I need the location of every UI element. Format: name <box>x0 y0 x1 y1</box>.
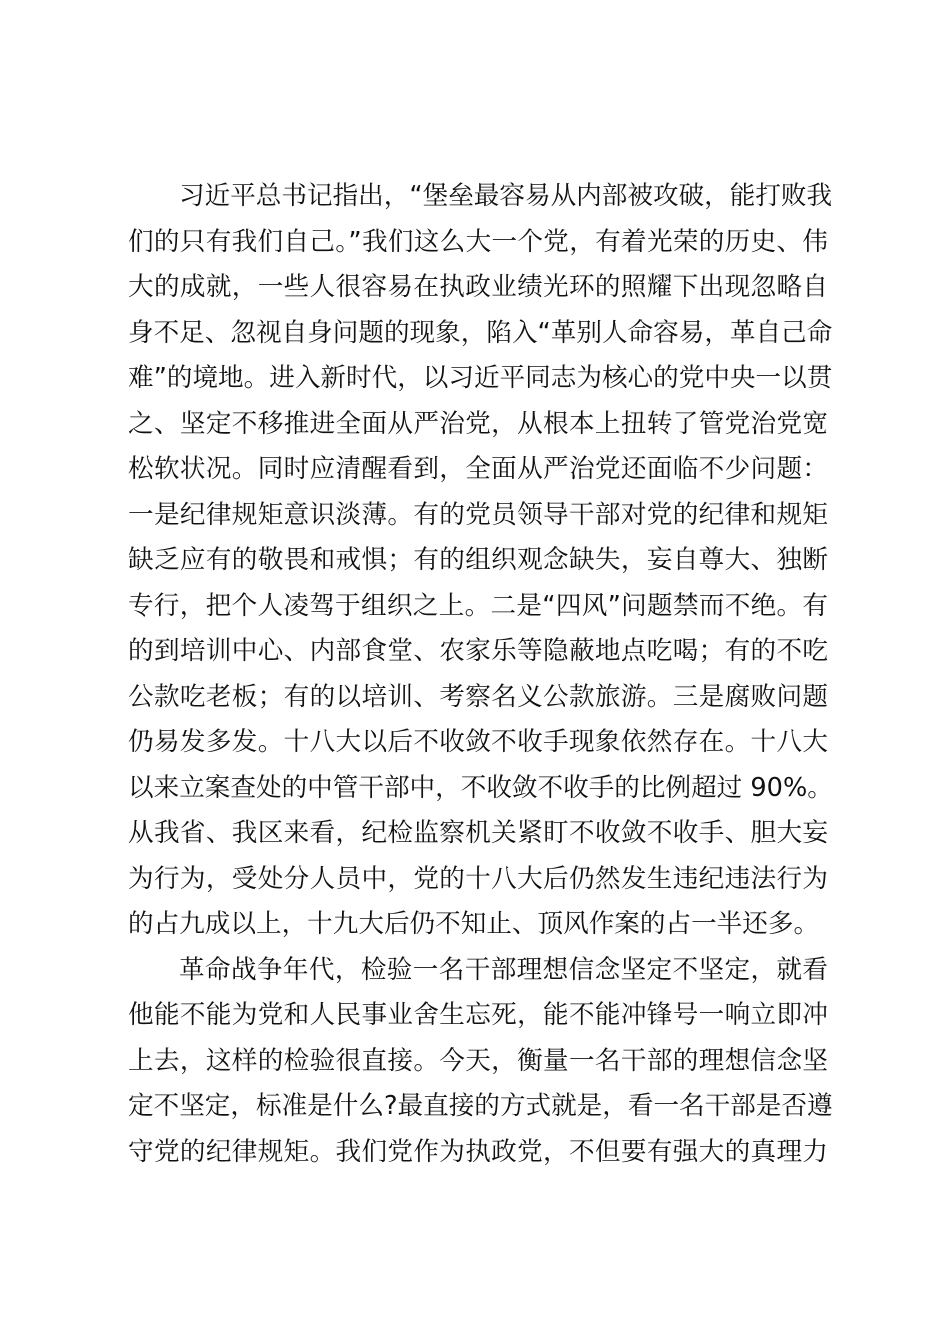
text-line: 从我省、我区来看，纪检监察机关紧盯不收敛不收手、胆大妄 <box>128 818 828 848</box>
text-line: 他能不能为党和人民事业舍生忘死，能不能冲锋号一响立即冲 <box>128 1000 828 1030</box>
paragraph-2 <box>128 948 833 1176</box>
text-line: 革命战争年代，检验一名干部理想信念坚定不坚定，就看 <box>179 954 828 985</box>
text-line: 大的成就，一些人很容易在执政业绩光环的照耀下出现忽略自 <box>128 272 828 302</box>
text-line: 为行为，受处分人员中，党的十八大后仍然发生违纪违法行为 <box>128 863 828 894</box>
text-line: 的到培训中心、内部食堂、农家乐等隐蔽地点吃喝；有的不吃 <box>128 636 828 666</box>
document-body <box>128 174 833 1175</box>
text-line: 松软状况。同时应清醒看到，全面从严治党还面临不少问题： <box>128 454 828 484</box>
text-line: 守党的纪律规矩。我们党作为执政党，不但要有强大的真理力 <box>128 1136 828 1167</box>
text-line: 专行，把个人凌驾于组织之上。二是“四风”问题禁而不绝。有 <box>128 590 828 621</box>
text-line: 仍易发多发。十八大以后不收敛不收手现象依然存在。十八大 <box>128 727 828 757</box>
text-line: 之、坚定不移推进全面从严治党，从根本上扭转了管党治党宽 <box>128 408 828 439</box>
text-line: 以来立案查处的中管干部中，不收敛不收手的比例超过 90%。 <box>128 772 833 803</box>
text-line: 定不坚定，标准是什么?最直接的方式就是，看一名干部是否遵 <box>128 1091 833 1121</box>
text-line: 的占九成以上，十九大后仍不知止、顶风作案的占一半还多。 <box>128 909 820 939</box>
paragraph-1 <box>128 174 833 948</box>
text-line: 们的只有我们自己。”我们这么大一个党，有着光荣的历史、伟 <box>128 226 828 257</box>
text-line: 上去，这样的检验很直接。今天，衡量一名干部的理想信念坚 <box>128 1045 828 1076</box>
text-line: 缺乏应有的敬畏和戒惧；有的组织观念缺失，妄自尊大、独断 <box>128 545 828 575</box>
text-line: 公款吃老板；有的以培训、考察名义公款旅游。三是腐败问题 <box>128 681 828 712</box>
text-line: 身不足、忽视自身问题的现象，陷入“革别人命容易，革自己命 <box>128 317 833 348</box>
text-line: 难”的境地。进入新时代，以习近平同志为核心的党中央一以贯 <box>128 363 833 393</box>
text-line: 习近平总书记指出，“堡垒最容易从内部被攻破，能打败我 <box>179 181 833 211</box>
text-line: 一是纪律规矩意识淡薄。有的党员领导干部对党的纪律和规矩 <box>128 499 828 530</box>
